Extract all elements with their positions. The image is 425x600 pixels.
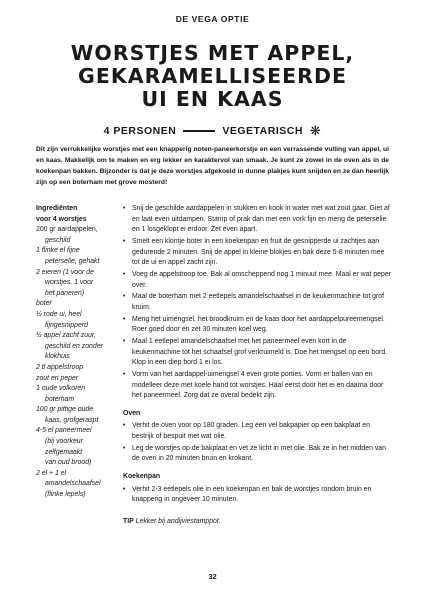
oven-steps [123, 421, 393, 465]
ingredients-heading: Ingrediënten [36, 205, 78, 212]
pan-heading: Koekenpan [123, 472, 161, 480]
intro-text: Dit zijn verrukkelijke worstjes met een knapperig noten-paneerkorstje en een verrassende vulling van appel, ui en kaas. Makkelijk om te maken en erg lekker en karaktervol van smaak. Je kunt ze zowel in de oven als in de koekenpan bakken. Bijzonder is dat je deze worstjes afgekoeld in dunne plakjes kunt snijden en ze dan heerlijk zijn op een boterham met grove mosterd! [36, 146, 389, 186]
tip-text: Lekker bij andijviestamppot. [135, 517, 221, 525]
ingredient-line: van oud brood) [45, 459, 92, 467]
pan-step: • Verhit 2-3 eetlepels olie in een koekenpan en bak de worstjes rondom bruin en knapperig in ongeveer 10 minuten. [123, 485, 393, 506]
ingredient-line: geschild [45, 236, 71, 244]
asterisk-icon: ❋ [309, 123, 322, 138]
oven-step: • Leg de worstjes op de bakplaat en vet ze licht in met olie. Bak ze in het midden van de oven in 20 minuten bruin en krokant. [123, 444, 393, 465]
method-step: • Voeg de appelstroop toe. Bak al omscheppend nog 1 minuut mee. Maal er wat peper over. [123, 270, 393, 291]
ingredient-line: 2 eieren (1 voor de [36, 268, 94, 276]
page-number: 32 [208, 572, 217, 581]
ingredient-line: 1 flinke el fijne [36, 247, 80, 255]
pan-steps [123, 485, 393, 506]
ingredient-line: amandelschaafsel [45, 480, 101, 488]
method-step: • Maal 1 eetlepel amandelschaafsel met het paneermeel even kort in de keukenmachine tot het schaafsel grof verkruimeld is. Doe het mengsel op een bord. Klop in een diep bord 1 ei los. [123, 337, 393, 369]
recipe-meta [0, 125, 425, 137]
ingredient-line: boter [36, 300, 52, 308]
tip-label: TIP [123, 517, 134, 525]
oven-heading: Oven [123, 409, 141, 417]
ingredient-line: het paneren) [45, 289, 85, 297]
ingredient-line: ½ rode ui, heel [36, 310, 82, 318]
title-line: UI EN KAAS [141, 87, 284, 111]
ingredient-line: 4-5 el paneermeel [36, 427, 92, 435]
ingredient-line: (bij voorkeur [45, 438, 83, 446]
method-step: • Smelt een klontje boter in een koekenpan en fruit de gesnipperde ui zachtjes aan gedurende 2 minuten. Snij de appel in kleine blokjes en bak deze 5-8 minuten mee tot de ui en appel zacht zijn. [123, 237, 393, 269]
ingredient-line: 1 oude volkoren [36, 385, 86, 393]
ingredient-line: ½ appel zacht zuur, [36, 332, 96, 340]
ingredient-line: (flinke lepels) [45, 491, 86, 499]
ingredient-line: worstjes, 1 voor [45, 279, 94, 287]
ingredient-line: 2 el + 1 el [36, 469, 67, 477]
diet-label: VEGETARISCH [222, 125, 303, 137]
ingredients-list [36, 204, 116, 501]
ingredient-line: zout en peper [36, 374, 79, 382]
ingredient-line: peterselie, gehakt [45, 257, 100, 265]
ingredients-heading: voor 4 worstjes [36, 215, 87, 223]
method-section [123, 204, 393, 527]
tip [123, 517, 393, 528]
title-line: WORSTJES MET APPEL, [70, 41, 355, 65]
ingredient-line: zelfgemaakt [45, 448, 83, 456]
recipe-title [20, 42, 405, 111]
ingredient-line: boterham [45, 395, 75, 403]
divider-dash [183, 130, 215, 132]
method-step: • Vorm van het aardappel-uimengsel 4 even grote porties. Vorm er ballen van en modelleer deze met koele hand tot worstjes. Haal eerst door het ei en daarna door het paneermeel. Zorg dat ze overal bedekt zijn. [123, 370, 393, 402]
servings-label: 4 PERSONEN [103, 125, 177, 137]
method-steps [123, 204, 393, 402]
method-step: • Snij de geschilde aardappelen in stukken en kook in water met wat zout gaar. Giet af en laat even uitdampen. Stamp of prak dan met een vork fijn en meng de peterselie en 1 losgeklopt ei erdoor. Zet even apart. [123, 204, 393, 236]
ingredient-line: klokhuis [45, 353, 70, 361]
method-step: • Maal de boterham met 2 eetlepels amandelschaafsel in de keukenmachine tot grof kruim. [123, 292, 393, 313]
ingredient-line: 2 tl appelstroop [36, 363, 84, 371]
section-tag: DE VEGA OPTIE [175, 14, 250, 24]
ingredient-line: fijngesnipperd [45, 321, 88, 329]
title-line: GEKARAMELLISEERDE [78, 64, 347, 88]
method-step: • Meng het uimengsel, het broodkruim en de kaas door het aardappelpureemengsel. Roer goed door en zet 30 minuten koel weg. [123, 315, 393, 336]
ingredient-line: geschild en zonder [45, 342, 103, 350]
ingredient-line: kaas, grofgeraspt [45, 416, 99, 424]
oven-step: • Verhit de oven voor op 180 graden. Leg een vel bakpapier op een bakplaat en bestrijk of bespuit met wat olie. [123, 421, 393, 442]
ingredient-line: 100 gr pittige oude [36, 406, 94, 414]
ingredient-line: 200 gr aardappelen, [36, 226, 98, 234]
